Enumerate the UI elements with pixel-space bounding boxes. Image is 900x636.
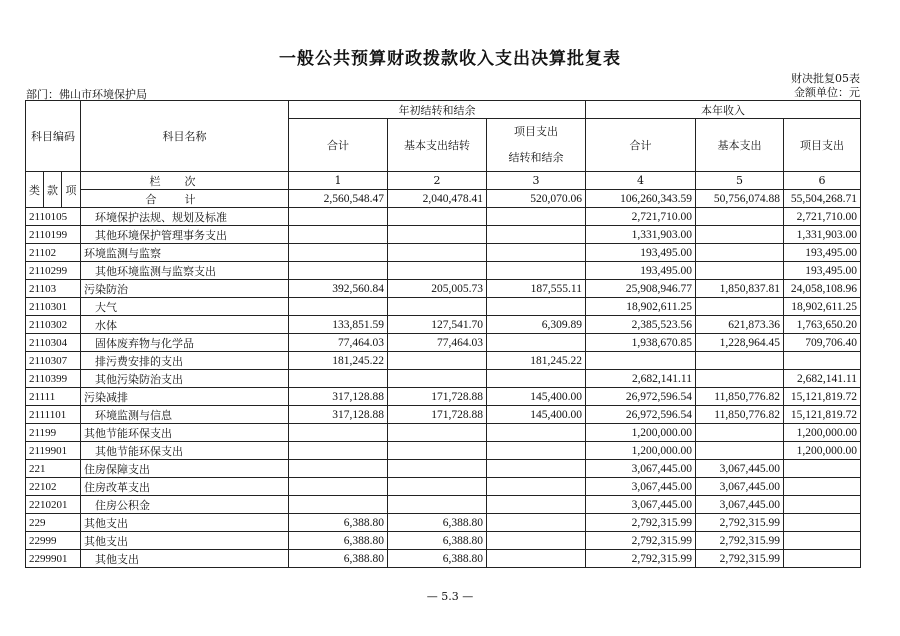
subject-name: 住房保障支出 bbox=[81, 460, 289, 478]
amount-cell bbox=[696, 370, 784, 388]
amount-cell bbox=[289, 478, 388, 496]
subject-name: 水体 bbox=[81, 316, 289, 334]
column-index: 6 bbox=[784, 172, 861, 190]
amount-cell: 709,706.40 bbox=[784, 334, 861, 352]
subject-code: 22102 bbox=[26, 478, 81, 496]
table-row bbox=[26, 442, 861, 460]
header-income-project: 项目支出 bbox=[784, 119, 861, 172]
amount-cell: 181,245.22 bbox=[289, 352, 388, 370]
amount-cell bbox=[487, 298, 586, 316]
amount-cell bbox=[388, 424, 487, 442]
amount-cell bbox=[696, 424, 784, 442]
amount-cell bbox=[487, 496, 586, 514]
header-column-index-label: 栏次 bbox=[81, 172, 289, 190]
amount-cell bbox=[289, 226, 388, 244]
amount-cell bbox=[487, 478, 586, 496]
amount-cell: 621,873.36 bbox=[696, 316, 784, 334]
amount-cell: 2,721,710.00 bbox=[784, 208, 861, 226]
subject-code: 2110105 bbox=[26, 208, 81, 226]
subject-name: 其他支出 bbox=[81, 550, 289, 568]
amount-cell: 133,851.59 bbox=[289, 316, 388, 334]
form-number: 财决批复05表 bbox=[791, 72, 860, 85]
amount-cell: 1,200,000.00 bbox=[784, 442, 861, 460]
subject-name: 住房改革支出 bbox=[81, 478, 289, 496]
subject-name: 其他节能环保支出 bbox=[81, 442, 289, 460]
amount-cell bbox=[289, 244, 388, 262]
subject-code: 221 bbox=[26, 460, 81, 478]
header-group-income: 本年收入 bbox=[586, 101, 861, 119]
amount-cell: 11,850,776.82 bbox=[696, 406, 784, 424]
amount-cell: 2,385,523.56 bbox=[586, 316, 696, 334]
amount-cell bbox=[696, 226, 784, 244]
amount-cell bbox=[487, 514, 586, 532]
amount-cell: 2,792,315.99 bbox=[586, 514, 696, 532]
subject-code: 2110302 bbox=[26, 316, 81, 334]
amount-cell bbox=[487, 424, 586, 442]
table-row bbox=[26, 406, 861, 424]
table-body bbox=[26, 208, 861, 568]
amount-cell: 77,464.03 bbox=[388, 334, 487, 352]
amount-cell: 1,200,000.00 bbox=[784, 424, 861, 442]
amount-cell: 6,388.80 bbox=[388, 550, 487, 568]
amount-cell: 193,495.00 bbox=[586, 262, 696, 280]
column-index: 3 bbox=[487, 172, 586, 190]
amount-cell bbox=[784, 496, 861, 514]
amount-cell bbox=[289, 370, 388, 388]
subject-code: 2110304 bbox=[26, 334, 81, 352]
subject-name: 其他污染防治支出 bbox=[81, 370, 289, 388]
amount-cell bbox=[696, 442, 784, 460]
subject-code: 2299901 bbox=[26, 550, 81, 568]
amount-cell: 1,331,903.00 bbox=[586, 226, 696, 244]
amount-cell: 15,121,819.72 bbox=[784, 406, 861, 424]
amount-cell: 2,792,315.99 bbox=[586, 532, 696, 550]
amount-cell bbox=[784, 514, 861, 532]
amount-cell bbox=[388, 478, 487, 496]
subject-name: 其他支出 bbox=[81, 532, 289, 550]
amount-cell bbox=[487, 334, 586, 352]
amount-cell bbox=[696, 262, 784, 280]
amount-cell: 1,850,837.81 bbox=[696, 280, 784, 298]
amount-cell bbox=[487, 226, 586, 244]
page-number: — 5.3 — bbox=[426, 590, 474, 603]
header-carryover-total: 合计 bbox=[289, 119, 388, 172]
table-row bbox=[26, 532, 861, 550]
total-cell: 55,504,268.71 bbox=[784, 190, 861, 208]
column-index: 2 bbox=[388, 172, 487, 190]
amount-cell bbox=[388, 370, 487, 388]
amount-cell: 11,850,776.82 bbox=[696, 388, 784, 406]
column-index: 4 bbox=[586, 172, 696, 190]
amount-cell: 6,388.80 bbox=[388, 514, 487, 532]
subject-code: 21102 bbox=[26, 244, 81, 262]
amount-cell bbox=[388, 352, 487, 370]
total-cell: 2,560,548.47 bbox=[289, 190, 388, 208]
subject-code: 2210201 bbox=[26, 496, 81, 514]
amount-cell: 2,792,315.99 bbox=[696, 532, 784, 550]
subject-name: 污染减排 bbox=[81, 388, 289, 406]
amount-cell bbox=[586, 352, 696, 370]
amount-cell: 3,067,445.00 bbox=[586, 496, 696, 514]
amount-cell: 77,464.03 bbox=[289, 334, 388, 352]
header-name: 科目名称 bbox=[81, 101, 289, 172]
amount-cell: 1,331,903.00 bbox=[784, 226, 861, 244]
amount-cell bbox=[487, 244, 586, 262]
amount-cell bbox=[289, 208, 388, 226]
table-row bbox=[26, 424, 861, 442]
amount-cell: 3,067,445.00 bbox=[586, 478, 696, 496]
subject-name: 环境监测与监察 bbox=[81, 244, 289, 262]
column-index: 1 bbox=[289, 172, 388, 190]
amount-cell bbox=[289, 298, 388, 316]
amount-cell: 2,792,315.99 bbox=[696, 514, 784, 532]
amount-cell bbox=[388, 208, 487, 226]
amount-cell: 171,728.88 bbox=[388, 388, 487, 406]
amount-cell: 6,388.80 bbox=[289, 550, 388, 568]
subject-code: 2110307 bbox=[26, 352, 81, 370]
amount-cell bbox=[487, 442, 586, 460]
amount-cell: 18,902,611.25 bbox=[784, 298, 861, 316]
amount-cell bbox=[487, 460, 586, 478]
amount-cell bbox=[289, 262, 388, 280]
header-income-basic: 基本支出 bbox=[696, 119, 784, 172]
subject-name: 固体废弃物与化学品 bbox=[81, 334, 289, 352]
header-carryover-project-line2: 结转和结余 bbox=[508, 151, 564, 164]
amount-cell: 6,388.80 bbox=[388, 532, 487, 550]
subject-code: 2110301 bbox=[26, 298, 81, 316]
table-row bbox=[26, 496, 861, 514]
amount-cell: 317,128.88 bbox=[289, 406, 388, 424]
amount-cell: 2,682,141.11 bbox=[784, 370, 861, 388]
amount-cell: 2,721,710.00 bbox=[586, 208, 696, 226]
subject-name: 大气 bbox=[81, 298, 289, 316]
amount-cell bbox=[696, 298, 784, 316]
subject-code: 2119901 bbox=[26, 442, 81, 460]
amount-cell bbox=[388, 244, 487, 262]
subject-code: 2110199 bbox=[26, 226, 81, 244]
total-cell: 2,040,478.41 bbox=[388, 190, 487, 208]
amount-cell: 1,228,964.45 bbox=[696, 334, 784, 352]
subject-name: 其他支出 bbox=[81, 514, 289, 532]
amount-cell bbox=[388, 496, 487, 514]
amount-cell: 1,200,000.00 bbox=[586, 442, 696, 460]
subject-code: 2110399 bbox=[26, 370, 81, 388]
subject-name: 住房公积金 bbox=[81, 496, 289, 514]
amount-cell: 1,763,650.20 bbox=[784, 316, 861, 334]
amount-cell bbox=[784, 352, 861, 370]
table-row bbox=[26, 262, 861, 280]
amount-cell: 317,128.88 bbox=[289, 388, 388, 406]
amount-cell: 6,309.89 bbox=[487, 316, 586, 334]
amount-cell bbox=[696, 208, 784, 226]
amount-cell: 392,560.84 bbox=[289, 280, 388, 298]
subject-name: 其他环境监测与监察支出 bbox=[81, 262, 289, 280]
amount-cell: 127,541.70 bbox=[388, 316, 487, 334]
amount-cell bbox=[487, 208, 586, 226]
table-row bbox=[26, 280, 861, 298]
table-row bbox=[26, 244, 861, 262]
amount-cell bbox=[784, 478, 861, 496]
amount-cell: 26,972,596.54 bbox=[586, 406, 696, 424]
table-row bbox=[26, 550, 861, 568]
table-row bbox=[26, 460, 861, 478]
header-kuan: 款 bbox=[44, 172, 62, 208]
amount-cell bbox=[388, 262, 487, 280]
department-label: 部门：佛山市环境保护局 bbox=[26, 88, 147, 101]
amount-cell bbox=[289, 496, 388, 514]
subject-name: 排污费安排的支出 bbox=[81, 352, 289, 370]
amount-cell: 3,067,445.00 bbox=[696, 460, 784, 478]
amount-cell bbox=[696, 244, 784, 262]
header-carryover-project-line1: 项目支出 bbox=[514, 125, 558, 138]
header-xiang: 项 bbox=[62, 172, 81, 208]
subject-code: 21111 bbox=[26, 388, 81, 406]
amount-cell: 181,245.22 bbox=[487, 352, 586, 370]
amount-cell: 6,388.80 bbox=[289, 532, 388, 550]
amount-cell bbox=[487, 370, 586, 388]
subject-name: 其他环境保护管理事务支出 bbox=[81, 226, 289, 244]
amount-cell bbox=[487, 262, 586, 280]
amount-cell bbox=[784, 460, 861, 478]
amount-cell: 193,495.00 bbox=[784, 244, 861, 262]
currency-unit: 金额单位：元 bbox=[794, 86, 860, 99]
amount-cell: 18,902,611.25 bbox=[586, 298, 696, 316]
amount-cell: 2,792,315.99 bbox=[696, 550, 784, 568]
subject-name: 环境保护法规、规划及标准 bbox=[81, 208, 289, 226]
total-cell: 50,756,074.88 bbox=[696, 190, 784, 208]
amount-cell: 25,908,946.77 bbox=[586, 280, 696, 298]
subject-code: 229 bbox=[26, 514, 81, 532]
subject-code: 21199 bbox=[26, 424, 81, 442]
amount-cell: 3,067,445.00 bbox=[696, 478, 784, 496]
column-index: 5 bbox=[696, 172, 784, 190]
amount-cell: 3,067,445.00 bbox=[586, 460, 696, 478]
amount-cell: 171,728.88 bbox=[388, 406, 487, 424]
amount-cell bbox=[696, 352, 784, 370]
header-carryover-basic: 基本支出结转 bbox=[388, 119, 487, 172]
subject-code: 22999 bbox=[26, 532, 81, 550]
amount-cell bbox=[289, 460, 388, 478]
table-row bbox=[26, 370, 861, 388]
amount-cell: 193,495.00 bbox=[586, 244, 696, 262]
header-code: 科目编码 bbox=[26, 101, 81, 172]
subject-code: 2110299 bbox=[26, 262, 81, 280]
table-row bbox=[26, 478, 861, 496]
table-row bbox=[26, 514, 861, 532]
table-row bbox=[26, 298, 861, 316]
amount-cell: 1,938,670.85 bbox=[586, 334, 696, 352]
header-group-carryover: 年初结转和结余 bbox=[289, 101, 586, 119]
subject-name: 环境监测与信息 bbox=[81, 406, 289, 424]
subject-code: 21103 bbox=[26, 280, 81, 298]
amount-cell: 2,682,141.11 bbox=[586, 370, 696, 388]
amount-cell: 1,200,000.00 bbox=[586, 424, 696, 442]
budget-table bbox=[25, 100, 861, 568]
amount-cell bbox=[784, 550, 861, 568]
amount-cell bbox=[784, 532, 861, 550]
amount-cell: 205,005.73 bbox=[388, 280, 487, 298]
amount-cell: 2,792,315.99 bbox=[586, 550, 696, 568]
total-cell: 520,070.06 bbox=[487, 190, 586, 208]
amount-cell bbox=[487, 532, 586, 550]
amount-cell bbox=[289, 424, 388, 442]
amount-cell bbox=[487, 550, 586, 568]
total-label: 合计 bbox=[81, 190, 289, 208]
amount-cell: 145,400.00 bbox=[487, 406, 586, 424]
table-row bbox=[26, 388, 861, 406]
amount-cell: 193,495.00 bbox=[784, 262, 861, 280]
amount-cell bbox=[388, 226, 487, 244]
table-row bbox=[26, 334, 861, 352]
amount-cell: 24,058,108.96 bbox=[784, 280, 861, 298]
table-row bbox=[26, 352, 861, 370]
header-carryover-project bbox=[487, 119, 586, 172]
amount-cell: 15,121,819.72 bbox=[784, 388, 861, 406]
table-row bbox=[26, 316, 861, 334]
amount-cell bbox=[388, 298, 487, 316]
amount-cell bbox=[289, 442, 388, 460]
header-income-total: 合计 bbox=[586, 119, 696, 172]
table-row bbox=[26, 208, 861, 226]
amount-cell: 187,555.11 bbox=[487, 280, 586, 298]
total-cell: 106,260,343.59 bbox=[586, 190, 696, 208]
amount-cell: 26,972,596.54 bbox=[586, 388, 696, 406]
header-lei: 类 bbox=[26, 172, 44, 208]
amount-cell bbox=[388, 442, 487, 460]
subject-name: 污染防治 bbox=[81, 280, 289, 298]
amount-cell: 6,388.80 bbox=[289, 514, 388, 532]
subject-name: 其他节能环保支出 bbox=[81, 424, 289, 442]
amount-cell: 3,067,445.00 bbox=[696, 496, 784, 514]
page-title: 一般公共预算财政拨款收入支出决算批复表 bbox=[279, 49, 621, 69]
table-row bbox=[26, 226, 861, 244]
amount-cell: 145,400.00 bbox=[487, 388, 586, 406]
subject-code: 2111101 bbox=[26, 406, 81, 424]
amount-cell bbox=[388, 460, 487, 478]
